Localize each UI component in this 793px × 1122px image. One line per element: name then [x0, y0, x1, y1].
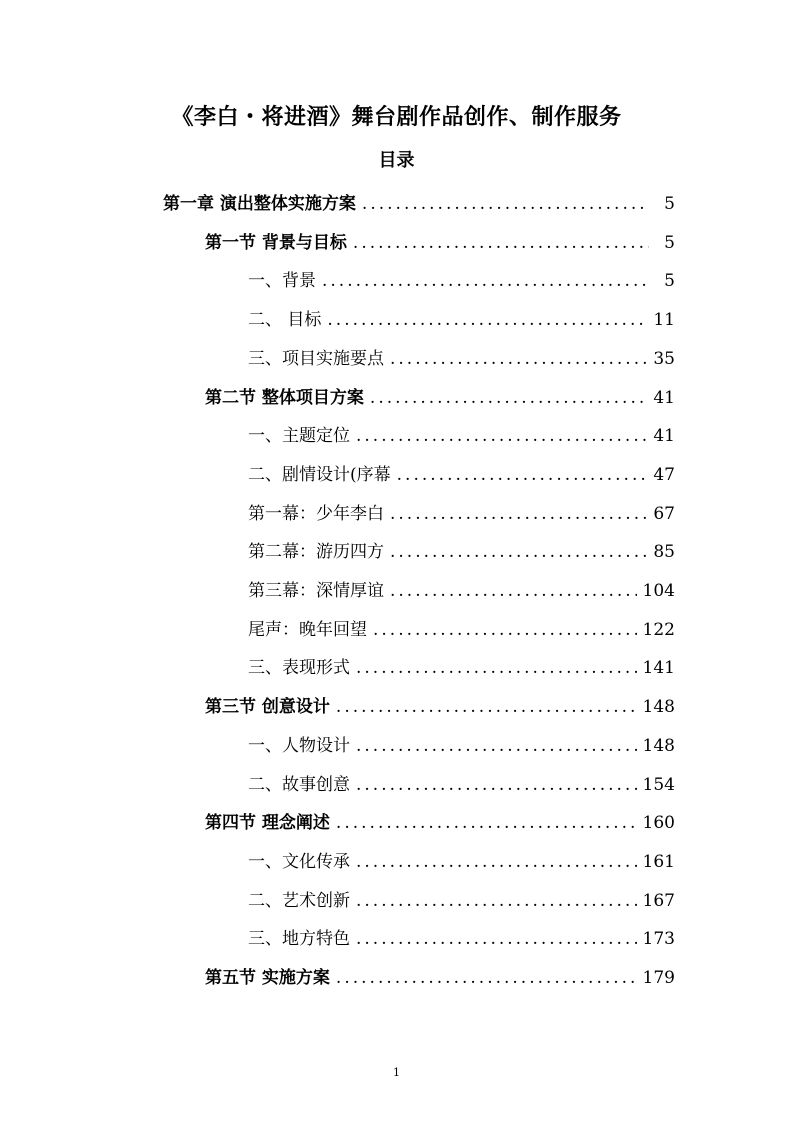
toc-entry-page-number: 179: [642, 968, 675, 988]
toc-entry[interactable]: [163, 185, 675, 223]
toc-entry[interactable]: [248, 649, 675, 687]
toc-entry-label: 第一节 背景与目标: [205, 232, 347, 253]
toc-entry-label: 第三节 创意设计: [205, 697, 330, 718]
toc-entry-label: 第一章 演出整体实施方案: [163, 194, 356, 214]
toc-leader-dots: [336, 804, 637, 842]
toc-leader-dots: [336, 959, 637, 997]
toc-entry-label: 第五节 实施方案: [205, 968, 330, 988]
toc-entry-page-number: 154: [642, 774, 675, 795]
toc-entry[interactable]: [248, 766, 675, 804]
toc-entry[interactable]: [248, 920, 675, 958]
toc-entry-page-number: 104: [642, 581, 675, 601]
toc-leader-dots: [356, 882, 637, 920]
toc-entry[interactable]: [248, 417, 675, 455]
toc-leader-dots: [356, 766, 637, 804]
toc-entry-page-number: 167: [642, 890, 675, 911]
toc-heading: 目录: [378, 150, 415, 171]
toc-entry[interactable]: [248, 301, 675, 339]
toc-entry[interactable]: [205, 224, 675, 262]
toc-entry[interactable]: [248, 495, 675, 533]
toc-entry-page-number: 11: [653, 310, 675, 331]
toc-entry-label: 第二节 整体项目方案: [205, 387, 364, 408]
toc-leader-dots: [390, 533, 647, 571]
toc-leader-dots: [336, 688, 637, 726]
toc-entry-page-number: 5: [664, 194, 675, 214]
toc-entry-page-number: 173: [642, 929, 675, 950]
toc-entry-label: 一、主题定位: [248, 426, 350, 447]
toc-entry-label: 二、 目标: [248, 310, 322, 331]
toc-leader-dots: [390, 572, 637, 610]
toc-leader-dots: [373, 611, 637, 649]
toc-entry-page-number: 122: [642, 619, 675, 640]
toc-entry-label: 第三幕：深情厚谊: [248, 581, 384, 601]
toc-entry-label: 三、项目实施要点: [248, 348, 384, 369]
toc-entry-page-number: 47: [653, 464, 675, 485]
toc-leader-dots: [327, 301, 647, 339]
toc-entry[interactable]: [205, 959, 675, 997]
toc-entry[interactable]: [205, 688, 675, 726]
toc-leader-dots: [397, 456, 648, 494]
toc-entry-label: 一、背景: [248, 271, 316, 292]
toc-leader-dots: [353, 224, 649, 262]
toc-entry-label: 尾声：晚年回望: [248, 619, 367, 640]
toc-entry-label: 第四节 理念阐述: [205, 813, 330, 834]
toc-leader-dots: [390, 495, 647, 533]
document-title: 《李白・将进酒》舞台剧作品创作、制作服务: [171, 105, 622, 130]
toc-entry-label: 三、表现形式: [248, 658, 350, 679]
toc-entry[interactable]: [248, 533, 675, 571]
toc-entry[interactable]: [205, 379, 675, 417]
toc-entry-page-number: 85: [653, 542, 675, 563]
toc-entry-page-number: 35: [653, 348, 675, 369]
toc-entry-label: 一、人物设计: [248, 735, 350, 756]
toc-entry[interactable]: [248, 727, 675, 765]
toc-entry-page-number: 141: [642, 658, 675, 679]
toc-entry[interactable]: [248, 340, 675, 378]
toc-entry-label: 二、剧情设计(序幕: [248, 464, 391, 485]
toc-entry-label: 二、艺术创新: [248, 890, 350, 911]
toc-entry-page-number: 161: [642, 851, 675, 872]
toc-entry[interactable]: [248, 843, 675, 881]
toc-leader-dots: [356, 843, 637, 881]
toc-entry-page-number: 67: [653, 503, 675, 524]
toc-leader-dots: [362, 185, 649, 223]
toc-entry[interactable]: [248, 262, 675, 300]
toc-entry[interactable]: [205, 804, 675, 842]
toc-entry-page-number: 148: [642, 697, 675, 718]
toc-leader-dots: [356, 727, 637, 765]
toc-entry-page-number: 41: [653, 426, 675, 447]
toc-entry-page-number: 148: [642, 735, 675, 756]
toc-entry[interactable]: [248, 611, 675, 649]
toc-leader-dots: [322, 262, 649, 300]
page-number: 1: [393, 1066, 400, 1079]
toc-entry[interactable]: [248, 882, 675, 920]
toc-leader-dots: [370, 379, 647, 417]
toc-entry-label: 第一幕：少年李白: [248, 503, 384, 524]
toc-leader-dots: [356, 417, 647, 455]
toc-entry-label: 二、故事创意: [248, 774, 350, 795]
toc-entry-page-number: 5: [664, 271, 675, 292]
toc-entry-label: 三、地方特色: [248, 929, 350, 950]
toc-entry-page-number: 5: [664, 232, 675, 253]
toc-entry[interactable]: [248, 456, 675, 494]
toc-leader-dots: [356, 649, 637, 687]
toc-entry-label: 第二幕：游历四方: [248, 542, 384, 563]
toc-entry-label: 一、文化传承: [248, 851, 350, 872]
toc-entry[interactable]: [248, 572, 675, 610]
toc-leader-dots: [390, 340, 647, 378]
toc-entry-page-number: 160: [642, 813, 675, 834]
toc-entry-page-number: 41: [653, 387, 675, 408]
toc-leader-dots: [356, 920, 637, 958]
